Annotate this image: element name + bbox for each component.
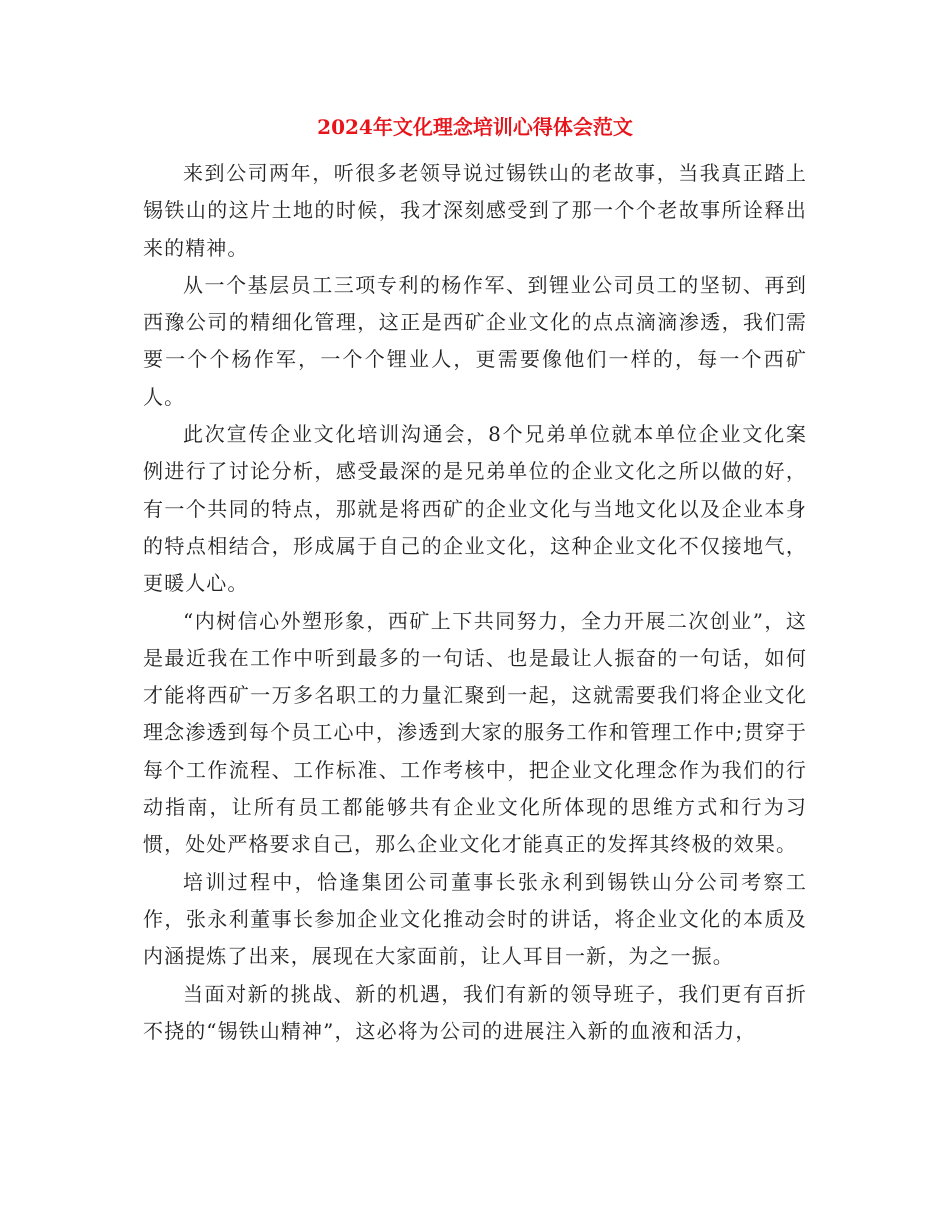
paragraph-2: 从一个基层员工三项专利的杨作军、到锂业公司员工的坚韧、再到西豫公司的精细化管理，这正是西矿企业文化的点点滴滴渗透，我们需要一个个杨作军，一个个锂业人，更需要像他们一样的，每一个西矿人。: [143, 272, 807, 409]
document-body: [143, 155, 807, 1050]
paragraph-1: 来到公司两年，听很多老领导说过锡铁山的老故事，当我真正踏上锡铁山的这片土地的时候，我才深刻感受到了那一个个老故事所诠释出来的精神。: [143, 161, 807, 260]
paragraph-4: “内树信心外塑形象，西矿上下共同努力，全力开展二次创业”，这是最近我在工作中听到最多的一句话、也是最让人振奋的一句话，如何才能将西矿一万多名职工的力量汇聚到一起，这就需要我们将企业文化理念渗透到每个员工心中，渗透到大家的服务工作和管理工作中;贯穿于每个工作流程、工作标准、工作考核中，把企业文化理念作为我们的行动指南，让所有员工都能够共有企业文化所体现的思维方式和行为习惯，处处严格要求自己，那么企业文化才能真正的发挥其终极的效果。: [143, 608, 807, 857]
paragraph-6: 当面对新的挑战、新的机遇，我们有新的领导班子，我们更有百折不挠的“锡铁山精神”，这必将为公司的进展注入新的血液和活力，: [143, 981, 807, 1043]
paragraph-5: 培训过程中，恰逢集团公司董事长张永利到锡铁山分公司考察工作，张永利董事长参加企业文化推动会时的讲话，将企业文化的本质及内涵提炼了出来，展现在大家面前，让人耳目一新，为之一振。: [143, 869, 807, 969]
document-title: 2024年文化理念培训心得体会范文: [317, 115, 633, 139]
paragraph-3: 此次宣传企业文化培训沟通会，8个兄弟单位就本单位企业文化案例进行了讨论分析，感受最深的是兄弟单位的企业文化之所以做的好，有一个共同的特点，那就是将西矿的企业文化与当地文化以及企业本身的特点相结合，形成属于自己的企业文化，这种企业文化不仅接地气，更暖人心。: [143, 422, 807, 596]
